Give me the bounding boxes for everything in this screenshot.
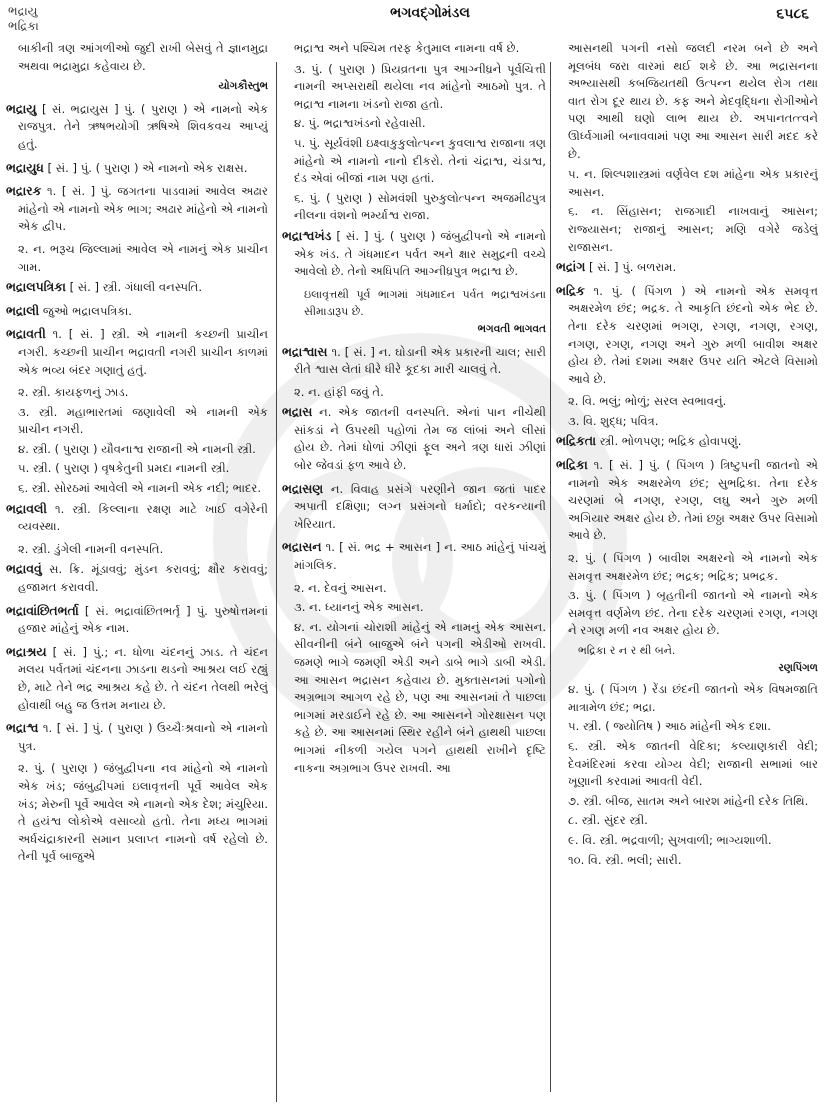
citation-source: રણપિંગળ bbox=[778, 661, 818, 674]
definition: ૧. પું. ( પિંગળ ) એ નામનો એક સમવૃત્ત અક્ષરમેળ છંદ; ભદ્રક. તે આકૃતિ છંદનો એક ભેદ છે. તેના દરેક ચરણમાં ભગણ, રગણ, નગણ, રગણ, નગણ, રગણ, નગણ અને ગુરુ મળી બાવીશ અક્ષર હોય છે. તેમાં દશમા અક્ષર ઉપર યતિ એટલે વિસામો આવે છે. bbox=[568, 283, 818, 386]
definition: [ સં. ] પું. ( પુરાણ ) જંબુદ્વીપનો એ નામનો એક ખંડ. તે ગંધમાદન પર્વત અને ક્ષાર સમુદ્રની વચ્ચે આવેલો છે. તેનો અધિપતિ આગ્નીધ્રપુત્ર ભદ્રાશ્વ છે. bbox=[294, 228, 546, 279]
guide-word-first: ભદ્રાયુ bbox=[8, 4, 38, 18]
sense: ૫. ન. શિલ્પશાસ્ત્રમાં વર્ણવેલ દશ માંહેના એક પ્રકારનું આસન. bbox=[568, 167, 818, 199]
guide-words bbox=[8, 4, 39, 34]
definition: સ્ત્રી. ભોળપણ; ભદ્રિક હોવાપણું. bbox=[599, 434, 742, 449]
sense: ૩. ન. ધ્યાનનું એક આસન. bbox=[294, 600, 424, 615]
book-title: ભગવદ્ગોમંડલ bbox=[390, 5, 470, 21]
sense: ૩. પું. ( પુરાણ ) પ્રિયવ્રતના પુત્ર આગ્નીધ્રને પૂર્વચિત્તી નામની અપ્સરાથી થયેલા નવ માંહેનો આઠમો પુત્ર. તે ભદ્રાશ્વ નામના ખંડનો રાજા હતો. bbox=[294, 61, 546, 111]
dictionary-entry bbox=[282, 538, 546, 574]
sense: ૪. પું. ( પિંગળ ) રેંડા છંદની જાતનો એક વિષમજાતિ માત્રામેળ છંદ; ભદ્રા. bbox=[568, 682, 818, 714]
dictionary-entry bbox=[556, 258, 818, 277]
dictionary-entry bbox=[556, 456, 818, 545]
definition: [ સં. ભદ્રાવાંછિતભર્તૃ ] પું. પુરુષોત્તમનાં હજાર માંહેનું એક નામ. bbox=[18, 603, 268, 636]
sense: ૨. ન. હાંફી જવું તે. bbox=[294, 384, 384, 399]
dictionary-entry bbox=[6, 500, 268, 536]
dictionary-entry bbox=[6, 325, 268, 379]
dictionary-entry bbox=[6, 643, 268, 714]
headword: ભદ્રાલી bbox=[6, 302, 40, 318]
continuation-text: આસનથી પગની નસો જલદી નરમ બને છે અને મૂલબંધ જરા વારમાં થઈ શકે છે. આ ભદ્રાસનના અભ્યાસથી કબજિયતથી ઉત્પન્ન થયેલ રોગ તથા વાત રોગ દૂર થાય છે. કફ અને મેદવૃદ્ધિના રોગીઓને પણ આથી ઘણો લાભ થાય છે. અપાનતત્ત્વને ઊર્ધ્વગામી બનાવવામાં પણ આ આસન સારી મદદ કરે છે. bbox=[568, 41, 818, 161]
dictionary-entry bbox=[556, 282, 818, 389]
headword: ભદ્રાસ bbox=[282, 404, 313, 420]
running-head bbox=[0, 0, 825, 40]
sense: ૪. પું. ભદ્રાશ્વખંડનો રહેવાસી. bbox=[294, 116, 426, 131]
headword: ભદ્રાવાંછિતભર્તા bbox=[6, 602, 79, 618]
definition: [ સં. ] પું. બળરામ. bbox=[589, 260, 677, 275]
headword: ભદ્રાયુધ bbox=[6, 159, 44, 175]
sense: ૫. પું. સૂર્યવંશી ઇક્ષ્વાકુકુલોત્પન્ન કુવલાશ્વ રાજાના ત્રણ માંહેનો એ નામનો નાનો દીકરો. તેનાં ચંદ્રાશ્વ, ચંડાશ્વ, દંડ એવાં બીજાં નામ પણ હતાં. bbox=[294, 135, 546, 186]
definition: [ સં. ] પું.; ન. ધોળા ચંદનનું ઝાડ. તે ચંદન મલય પર્વતમાં ચંદનના ઝાડના થડનો આશ્રય લઈ રહ્યું છે, માટે તેને ભદ્ર આશ્રય કહે છે. તે ચંદન તેલથી ભરેલું હોવાથી બહુ જ ઉત્તમ મનાય છે. bbox=[18, 644, 268, 712]
sense: ૨. વિ. ભલું; ભોળું; સરલ સ્વભાવનું. bbox=[568, 394, 727, 409]
dictionary-entry bbox=[282, 403, 546, 474]
column-1 bbox=[6, 40, 268, 1100]
dictionary-entry bbox=[6, 278, 268, 297]
sense: ૫. સ્ત્રી. ( જ્યોતિષ ) આઠ માંહેની એક દશા. bbox=[568, 719, 771, 734]
column-divider bbox=[276, 62, 277, 1102]
dictionary-entry bbox=[6, 602, 268, 638]
definition: [ સં. ] સ્ત્રી. ગંધાલી વનસ્પતિ. bbox=[69, 280, 203, 295]
headword: ભદ્રિક bbox=[556, 282, 585, 298]
page-number: ૬૫૮૬ bbox=[776, 6, 809, 22]
continuation-text: બાકીની ત્રણ આંગળીઓ જુદી રાખી બેસવું તે જ્ઞાનમુદ્રા અથવા ભદ્રામુદ્રા કહેવાય છે. bbox=[18, 41, 268, 73]
headword: ભદ્રિકા bbox=[556, 457, 588, 473]
headword: ભદ્રાસન bbox=[282, 539, 322, 555]
headword: ભદ્રાવતી bbox=[6, 326, 46, 342]
sense: ૨. પું. ( પુરાણ ) જંબુદ્વીપના નવ માંહેનો એ નામનો એક ખંડ; જંબુદ્વીપમાં ઇલાવૃત્તની પૂર્વે આવેલ એક ખંડ; મેરુની પૂર્વે આવેલ એ નામનો એક દેશ; મંચુરિયા. તે હયંશ્વ લોકોએ વસાવ્યો હતો. તેના મધ્ય ભાગમાં અર્ધચંદ્રાકારની સમાન પ્રલાપ્ત નામનો વર્ષ રહેલો છે. તેની પૂર્વ બાજુએ bbox=[18, 761, 268, 864]
headword: ભદ્રાંગ bbox=[556, 259, 586, 275]
headword: ભદ્રાશ્વ bbox=[6, 720, 39, 736]
dictionary-entry bbox=[282, 343, 546, 379]
definition: ૧. [ સં. ] ન. ઘોડાની એક પ્રકારની ચાલ; સારી રીતે શ્વાસ લેતાં ધીરે ધીરે કૂદકા મારી ચાલવું તે. bbox=[294, 344, 546, 377]
dictionary-entry bbox=[282, 227, 546, 281]
definition: [ સં. ભદ્રાયુસ ] પું. ( પુરાણ ) એ નામનો એક રાજપુત્ર. તેને ઋષભયોગી ઋષિએ શિવકવચ આપ્યું હતું. bbox=[18, 101, 268, 151]
quotation: ભદ્રિકા ર ન ર થી બને. bbox=[578, 644, 676, 657]
definition: ન. વિવાહ પ્રસંગે પરણીને જાન જતાં પાદર અપાતી દક્ષિણા; લગ્ન પ્રસંગનો ધર્માદો; વરકન્યાની ખેરિયાત. bbox=[294, 481, 546, 531]
column-2 bbox=[282, 40, 546, 1100]
headword: ભદ્રિકતા bbox=[556, 433, 597, 449]
dictionary-entry bbox=[6, 719, 268, 755]
headword: ભદ્રાવવું bbox=[6, 561, 42, 577]
citation-source: ભગવતી ભાગવત bbox=[477, 322, 546, 335]
definition: ૧. [ સં. ] પું. ( પિંગળ ) ત્રિષ્ટુપની જાતનો એ નામનો એક અક્ષરમેળ છંદ; સુભદ્રિકા. તેના દરેક ચરણમાં બે નગણ, રગણ, લઘુ અને ગુરુ મળી અગિયાર અક્ષર હોય છે. તેમાં છઠ્ઠા અક્ષર ઉપર વિસામો આવે છે. bbox=[568, 458, 818, 543]
sense: ૨. પું. ( પિંગળ ) બાવીશ અક્ષરનો એ નામનો એક સમવૃત્ત અક્ષરમેળ છંદ; ભદ્રક; ભદ્રિક; પ્રભદ્રક. bbox=[568, 551, 818, 583]
headword: ભદ્રાલપત્રિકા bbox=[6, 279, 66, 295]
definition: ૧. સ્ત્રી. કિલ્લાના રક્ષણ માટે ખાઈ વગેરેની વ્યવસ્થા. bbox=[18, 501, 268, 534]
definition: [ સં. ] પું. ( પુરાણ ) એ નામનો એક રાક્ષસ. bbox=[47, 160, 248, 175]
dictionary-entry bbox=[6, 302, 268, 321]
sense: ૭. સ્ત્રી. બીજ, સાતમ અને બારશ માંહેની દરેક તિથિ. bbox=[568, 793, 809, 808]
dictionary-columns bbox=[0, 40, 825, 1107]
sense: ૩. પું. ( પિંગળ ) બૃહતીની જાતનો એ નામનો એક સમવૃત્ત વર્ણમેળ છંદ. તેના દરેક ચરણમાં રગણ, નગણ ને રગણ મળી નવ અક્ષર હોય છે. bbox=[568, 588, 818, 638]
dictionary-entry bbox=[6, 100, 268, 154]
definition: ૧. [ સં. ભદ્ર + આસન ] ન. આઠ માંહેનું પાંચમું માંગલિક. bbox=[294, 540, 546, 573]
headword: ભદ્રાયુ bbox=[6, 100, 37, 116]
headword: ભદ્રાશ્વાસ bbox=[282, 343, 328, 359]
sense: ૪. સ્ત્રી. ( પુરાણ ) યૌવનાશ્વ રાજાની એ નામની સ્ત્રી. bbox=[18, 441, 256, 456]
quotation: ઇલાવૃત્તથી પૂર્વ ભાગમાં ગંધમાદન પર્વત ભદ્રાશ્વખંડના સીમાડારૂપ છે. bbox=[304, 287, 546, 319]
headword: ભદ્રાશ્વખંડ bbox=[282, 227, 332, 243]
sense: ૬. ન. સિંહાસન; રાજગાદી નાખવાનું આસન; રાજ્યાસન; રાજાનું આસન; મણિ વગેરે જડેલું રાજાસન. bbox=[568, 204, 818, 254]
sense: ૫. સ્ત્રી. ( પુરાણ ) વૃષકેતુની પ્રમદા નામની સ્ત્રી. bbox=[18, 461, 230, 476]
sense: ૩. સ્ત્રી. મહાભારતમાં જણાવેલી એ નામની એક પ્રાચીન નગરી. bbox=[18, 404, 268, 437]
dictionary-entry bbox=[6, 560, 268, 596]
definition: ૧. [ સં. ] પું. જગતના પાડવામાં આવેલ અઢાર માંહેનો એ નામનો એક ભાગ; અઢાર માંહેનો એ નામનો એક દ્વીપ. bbox=[18, 184, 268, 234]
sense: ૬. સ્ત્રી. સોરઠમાં આવેલી એ નામની એક નદી; ભાદર. bbox=[18, 481, 262, 496]
sense: ૯. વિ. સ્ત્રી. ભદ્રવાળી; સુખવાળી; ભાગ્યશાળી. bbox=[568, 832, 772, 847]
column-divider bbox=[550, 62, 551, 1092]
sense: ૨. ન. ભરૂચ જિલ્લામાં આવેલ એ નામનું એક પ્રાચીન ગામ. bbox=[18, 241, 268, 274]
sense: ૨. સ્ત્રી. ડુંગેલી નામની વનસ્પતિ. bbox=[18, 541, 164, 556]
dictionary-entry bbox=[282, 480, 546, 534]
sense: ૬. સ્ત્રી. એક જાતની વેદિકા; કલ્યાણકારી વેદી; દેવમંદિરમાં કરવા યોગ્ય વેદી; રાજાની સભામાં બાર ખૂણાની કરવામાં આવતી વેદી. bbox=[568, 738, 818, 789]
sense: ૬. પું. ( પુરાણ ) સોમવંશી પુરુકુલોત્પન્ન અજમીઢપુત્ર નીલના વંશનો ભર્મ્યાશ્વ રાજા. bbox=[294, 190, 546, 223]
sense: ૩. વિ. શુદ્ધ; પવિત્ર. bbox=[568, 413, 659, 428]
dictionary-entry bbox=[6, 182, 268, 236]
headword: ભદ્રારક bbox=[6, 183, 42, 199]
headword: ભદ્રાવલી bbox=[6, 500, 47, 516]
dictionary-entry bbox=[6, 159, 268, 178]
dictionary-entry bbox=[556, 432, 818, 451]
definition: ૧. [ સં. ] સ્ત્રી. એ નામની કચ્છની પ્રાચીન નગરી. કચ્છની પ્રાચીન ભદ્રાવતી નગરી પ્રાચીન કાળમાં એક ભવ્ય બંદર ગણાતું હતું. bbox=[18, 327, 268, 377]
sense: ૨. ન. દેવનું આસન. bbox=[294, 580, 387, 595]
guide-word-last: ભદ્રિકા bbox=[8, 19, 39, 33]
definition: સ. ક્રિ. મૂંડાવવું; મુંડન કરાવવું; ક્ષૌર કરાવવું; હજામત કરાવવી. bbox=[18, 562, 268, 595]
column-3 bbox=[556, 40, 818, 1100]
sense: ૮. સ્ત્રી. સુંદર સ્ત્રી. bbox=[568, 813, 648, 828]
continuation-text: ભદ્રાશ્વ અને પશ્ચિમ તરફ કેતુમાલ નામના વર્ષ છે. bbox=[294, 41, 520, 55]
sense: ૪. ન. યોગનાં ચોરાશી માંહેનું એ નામનું એક આસન. સીવનીની બંને બાજુએ બંને પગની એડીઓ રાખવી. જમણે ભાગે જમણી એડી અને ડાબે ભાગે ડાબી એડી. આ આસન ભદ્રાસન કહેવાય છે. મુક્તાસનમાં પગોનો અગ્રભાગ આગળ રહે છે, પણ આ આસનમાં તે પાછલા ભાગમાં મરડાઈને રહે છે. આ આસનને ગોરક્ષાસન પણ કહે છે. આ આસનમાં સ્થિર રહીને બંને હાથથી પાછલા ભાગમાં નીકળી ગયેલ પગને હાથથી રાખીને દૃષ્ટિ નાકના અગ્રભાગ ઉપર રાખવી. આ bbox=[294, 619, 546, 775]
definition: ૧. [ સં. ] પું. ( પુરાણ ) ઉચ્ચૈઃશ્રવાનો એ નામનો પુત્ર. bbox=[18, 721, 268, 753]
sense: ૨. સ્ત્રી. કાયફળનું ઝાડ. bbox=[18, 385, 129, 400]
headword: ભદ્રાસણ bbox=[282, 480, 324, 496]
definition: ન. એક જાતની વનસ્પતિ. એનાં પાન નીચેથી સાંકડાં ને ઉપરથી પહોળાં તેમ જ લાંબાં અને લીસાં હોય છે. તેમાં ધોળાં ઝીણાં ફૂલ અને ત્રણ ધારાં ઝીણાં બોર જેવડાં ફળ આવે છે. bbox=[294, 405, 546, 473]
definition: જુઓ ભદ્રાલપત્રિકા. bbox=[42, 303, 132, 318]
sense: ૧૦. વિ. સ્ત્રી. ભલી; સારી. bbox=[568, 852, 682, 867]
citation-source: યોગકૌસ્તુભ bbox=[218, 80, 268, 93]
headword: ભદ્રાશ્રય bbox=[6, 643, 47, 659]
